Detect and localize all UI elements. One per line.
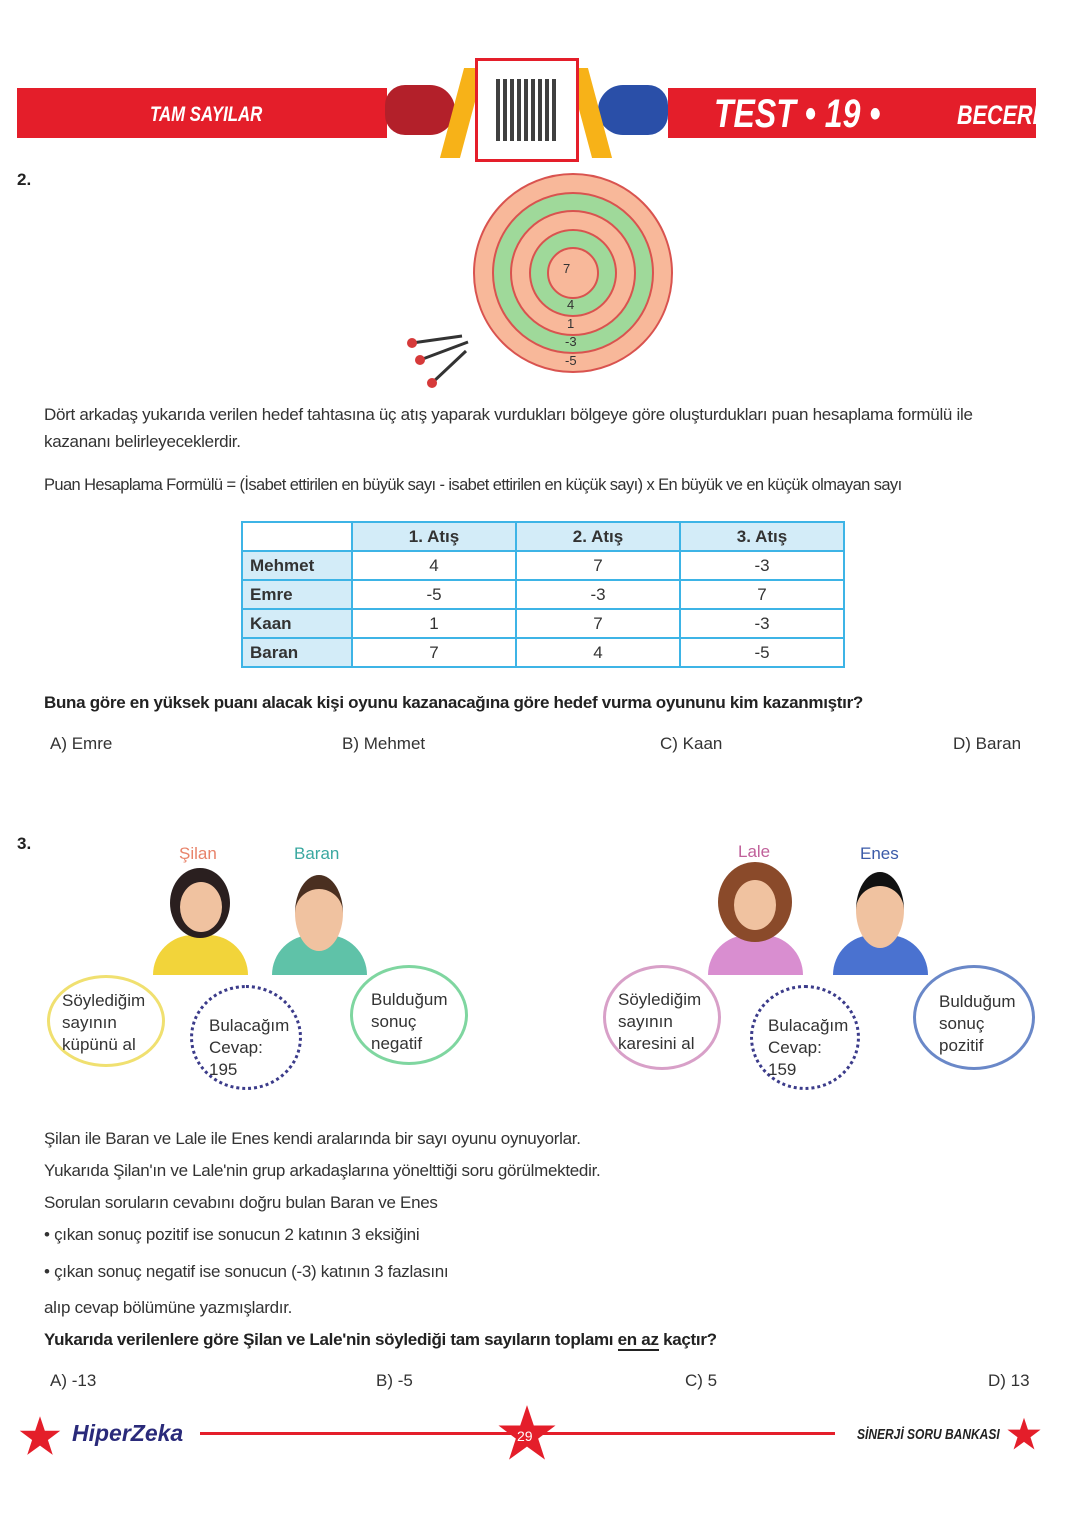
paragraph-line: Sorulan soruların cevabını doğru bulan Baran ve Enes xyxy=(44,1193,438,1212)
option-c[interactable]: C) Kaan xyxy=(660,734,723,753)
speech-bubble: Söylediğim sayının küpünü al xyxy=(47,975,165,1067)
test-number: TEST • 19 • xyxy=(714,92,881,136)
table-row: Mehmet 4 7 -3 xyxy=(242,551,844,580)
column-header: 2. Atış xyxy=(516,522,680,551)
question-number: 3. xyxy=(17,834,32,853)
character-name: Enes xyxy=(860,844,899,863)
table-row: Emre -5 -3 7 xyxy=(242,580,844,609)
option-d[interactable]: D) 13 xyxy=(988,1371,1030,1390)
target-label: 4 xyxy=(567,297,575,312)
emphasis: en az xyxy=(617,1330,659,1349)
option-d[interactable]: D) Baran xyxy=(953,734,1022,753)
question-number: 2. xyxy=(17,170,32,189)
character-name: Baran xyxy=(294,844,340,863)
question-prompt: Yukarıda verilenlere göre Şilan ve Lale'nin söylediği tam sayıların toplamı en az kaçtır? xyxy=(44,1330,717,1349)
question-text: Dört arkadaş yukarıda verilen hedef tahtasına üç atış yaparak vurdukları bölgeye göre oluşturdukları puan hesaplama formülü ile kazananı belirleyeceklerdir. xyxy=(44,405,973,451)
character-name: Lale xyxy=(738,842,771,861)
qr-code[interactable] xyxy=(475,58,579,162)
option-b[interactable]: B) Mehmet xyxy=(342,734,426,753)
column-header: 1. Atış xyxy=(352,522,516,551)
brand-logo: HiperZeka xyxy=(72,1420,184,1446)
face xyxy=(856,872,904,948)
test-type: BECERİ xyxy=(957,100,1039,130)
page-number: 29 xyxy=(517,1428,533,1444)
paragraph-line: Şilan ile Baran ve Lale ile Enes kendi aralarında bir sayı oyunu oynuyorlar. xyxy=(44,1129,581,1148)
target-label: -3 xyxy=(565,334,577,349)
topic-title: TAM SAYILAR xyxy=(150,103,263,126)
star-icon xyxy=(1006,1414,1042,1454)
paragraph-line: • çıkan sonuç pozitif ise sonucun 2 katının 3 eksiğini xyxy=(44,1225,420,1244)
dartboard xyxy=(400,170,700,400)
target-label: -5 xyxy=(565,353,577,368)
formula-text: Puan Hesaplama Formülü = (İsabet ettirilen en büyük sayı - isabet ettirilen en küçük sayı) x En büyük ve en küçük olmayan sayı xyxy=(44,476,902,494)
silan-avatar xyxy=(153,935,248,975)
speech-bubble: Söylediğim sayının karesini al xyxy=(603,965,721,1070)
character-name: Şilan xyxy=(179,844,217,863)
face xyxy=(180,882,222,932)
face xyxy=(734,880,776,930)
table-row: Baran 7 4 -5 xyxy=(242,638,844,667)
option-b[interactable]: B) -5 xyxy=(376,1371,413,1390)
table-row: Kaan 1 7 -3 xyxy=(242,609,844,638)
column-header: 3. Atış xyxy=(680,522,844,551)
paragraph-line: alıp cevap bölümüne yazmışlardır. xyxy=(44,1298,293,1317)
option-a[interactable]: A) -13 xyxy=(50,1371,97,1390)
target-label: 1 xyxy=(567,316,575,331)
scores-table xyxy=(241,521,845,668)
red-boxing-glove-icon xyxy=(385,85,455,135)
blue-boxing-glove-icon xyxy=(598,85,668,135)
thought-bubble: Bulacağım Cevap: 195 xyxy=(190,985,302,1090)
option-c[interactable]: C) 5 xyxy=(685,1371,718,1390)
face xyxy=(295,875,343,951)
question-prompt: Buna göre en yüksek puanı alacak kişi oyunu kazanacağına göre hedef vurma oyununu kim kazanmıştır? xyxy=(44,693,863,712)
paragraph-line: Yukarıda Şilan'ın ve Lale'nin grup arkadaşlarına yönelttiği soru görülmektedir. xyxy=(44,1161,601,1180)
speech-bubble: Bulduğum sonuç negatif xyxy=(350,965,468,1065)
target-label: 7 xyxy=(563,261,571,276)
series-name: SİNERJİ SORU BANKASI xyxy=(857,1426,1000,1443)
star-icon xyxy=(18,1414,62,1458)
thought-bubble: Bulacağım Cevap: 159 xyxy=(750,985,860,1090)
paragraph-line: • çıkan sonuç negatif ise sonucun (-3) katının 3 fazlasını xyxy=(44,1262,449,1281)
speech-bubble: Bulduğum sonuç pozitif xyxy=(913,965,1035,1070)
darts-icon xyxy=(407,336,468,388)
option-a[interactable]: A) Emre xyxy=(50,734,113,753)
